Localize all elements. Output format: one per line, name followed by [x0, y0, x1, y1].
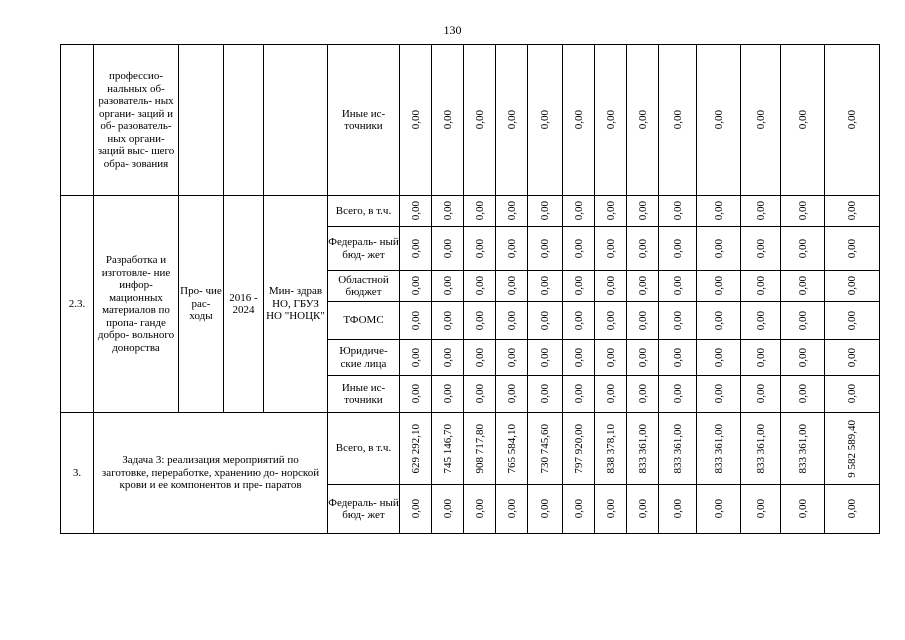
value-cell — [464, 376, 496, 413]
value-text: 0,00 — [712, 110, 725, 130]
row-number-cell — [61, 45, 94, 196]
value-text: 0,00 — [473, 499, 486, 519]
value-cell — [432, 271, 464, 302]
value-text: 0,00 — [505, 347, 518, 368]
expense-type-cell: Про- чие рас- ходы — [179, 196, 224, 413]
value-cell — [464, 413, 496, 485]
value-cell — [400, 340, 432, 376]
value-cell — [464, 271, 496, 302]
value-cell — [400, 271, 432, 302]
value-text: 0,00 — [505, 499, 518, 519]
value-text: 0,00 — [754, 276, 767, 296]
value-cell — [627, 376, 659, 413]
value-cell — [496, 271, 528, 302]
value-text: 0,00 — [409, 384, 422, 404]
value-cell — [595, 376, 627, 413]
value-cell — [825, 376, 880, 413]
value-text: 0,00 — [572, 347, 585, 368]
value-cell — [825, 485, 880, 534]
value-text: 0,00 — [846, 347, 858, 368]
value-cell — [563, 302, 595, 340]
value-cell — [464, 45, 496, 196]
value-text: 0,00 — [846, 310, 858, 331]
value-cell — [741, 271, 781, 302]
value-cell — [496, 45, 528, 196]
value-cell — [528, 376, 563, 413]
value-cell — [528, 271, 563, 302]
value-text: 0,00 — [754, 110, 767, 130]
value-text: 745 146,70 — [441, 423, 454, 474]
value-text: 765 584,10 — [505, 423, 518, 474]
value-cell — [400, 196, 432, 227]
value-text: 0,00 — [846, 110, 858, 130]
value-text: 0,00 — [572, 238, 585, 259]
value-text: 0,00 — [409, 110, 422, 130]
page-number: 130 — [443, 23, 462, 37]
value-text: 0,00 — [441, 201, 454, 221]
value-text: 0,00 — [604, 110, 617, 130]
value-cell — [659, 376, 697, 413]
value-cell — [464, 196, 496, 227]
measure-description-cell: Разработка и изготовле- ние инфор- мационных материалов по пропа- ганде добро- вольного донорства — [94, 196, 179, 413]
value-text: 0,00 — [441, 238, 454, 259]
value-text: 9 582 589,40 — [846, 419, 858, 478]
value-cell — [595, 485, 627, 534]
value-cell — [432, 376, 464, 413]
value-cell — [563, 413, 595, 485]
value-text: 0,00 — [796, 276, 809, 296]
value-text: 0,00 — [636, 201, 649, 221]
value-cell — [697, 196, 741, 227]
value-cell — [627, 413, 659, 485]
value-text: 0,00 — [712, 201, 725, 221]
value-cell — [825, 413, 880, 485]
value-cell — [659, 413, 697, 485]
value-cell — [697, 271, 741, 302]
value-text: 0,00 — [754, 310, 767, 331]
value-cell — [400, 413, 432, 485]
value-text: 0,00 — [505, 238, 518, 259]
value-text: 0,00 — [604, 276, 617, 296]
value-text: 0,00 — [796, 310, 809, 331]
value-text: 0,00 — [636, 310, 649, 331]
value-text: 0,00 — [572, 384, 585, 404]
value-text: 0,00 — [671, 499, 684, 519]
value-text: 0,00 — [409, 238, 422, 259]
value-text: 0,00 — [473, 276, 486, 296]
funding-source-cell: Юридиче- ские лица — [328, 340, 400, 376]
value-cell — [659, 196, 697, 227]
executor-cell — [264, 45, 328, 196]
value-text: 0,00 — [796, 110, 809, 130]
value-cell — [627, 340, 659, 376]
value-text: 0,00 — [473, 310, 486, 331]
value-text: 0,00 — [473, 238, 486, 259]
value-text: 0,00 — [539, 276, 551, 296]
value-text: 0,00 — [712, 276, 725, 296]
value-cell — [781, 302, 825, 340]
value-cell — [659, 340, 697, 376]
value-text: 0,00 — [754, 238, 767, 259]
funding-source-cell: Федераль- ный бюд- жет — [328, 227, 400, 271]
value-cell — [741, 45, 781, 196]
value-cell — [432, 45, 464, 196]
value-text: 0,00 — [671, 347, 684, 368]
value-text: 0,00 — [754, 499, 767, 519]
value-text: 0,00 — [539, 201, 551, 221]
value-cell — [627, 196, 659, 227]
value-cell — [659, 227, 697, 271]
value-text: 0,00 — [712, 347, 725, 368]
value-cell — [825, 302, 880, 340]
value-text: 0,00 — [409, 499, 422, 519]
funding-source-cell: ТФОМС — [328, 302, 400, 340]
value-text: 0,00 — [796, 499, 809, 519]
value-text: 0,00 — [572, 499, 585, 519]
value-cell — [563, 271, 595, 302]
value-text: 0,00 — [473, 201, 486, 221]
value-text: 0,00 — [409, 347, 422, 368]
value-text: 0,00 — [505, 310, 518, 331]
value-text: 0,00 — [712, 238, 725, 259]
value-text: 0,00 — [505, 110, 518, 130]
value-cell — [697, 227, 741, 271]
value-text: 0,00 — [572, 310, 585, 331]
value-cell — [496, 485, 528, 534]
value-cell — [432, 413, 464, 485]
value-cell — [659, 485, 697, 534]
value-text: 0,00 — [441, 276, 454, 296]
row-number-cell: 3. — [61, 413, 94, 534]
table-row — [61, 45, 880, 196]
value-text: 833 361,00 — [712, 423, 725, 474]
value-cell — [464, 227, 496, 271]
value-cell — [825, 271, 880, 302]
value-text: 0,00 — [604, 384, 617, 404]
value-text: 0,00 — [796, 238, 809, 259]
value-cell — [781, 413, 825, 485]
value-text: 0,00 — [846, 499, 858, 519]
value-cell — [528, 485, 563, 534]
value-text: 0,00 — [473, 384, 486, 404]
value-text: 0,00 — [409, 201, 422, 221]
value-text: 0,00 — [671, 238, 684, 259]
value-cell — [400, 227, 432, 271]
value-cell — [563, 485, 595, 534]
value-text: 0,00 — [712, 384, 725, 404]
value-cell — [432, 227, 464, 271]
value-cell — [741, 196, 781, 227]
value-cell — [563, 45, 595, 196]
value-cell — [464, 340, 496, 376]
value-text: 0,00 — [636, 276, 649, 296]
value-text: 0,00 — [441, 384, 454, 404]
value-text: 0,00 — [441, 110, 454, 130]
value-cell — [496, 196, 528, 227]
value-cell — [496, 376, 528, 413]
value-text: 0,00 — [754, 347, 767, 368]
value-cell — [697, 340, 741, 376]
value-cell — [659, 302, 697, 340]
period-cell: 2016 - 2024 — [224, 196, 264, 413]
value-text: 0,00 — [671, 110, 684, 130]
value-cell — [781, 227, 825, 271]
value-text: 0,00 — [671, 276, 684, 296]
value-cell — [825, 227, 880, 271]
value-cell — [627, 485, 659, 534]
value-text: 0,00 — [796, 201, 809, 221]
value-text: 0,00 — [572, 110, 585, 130]
value-cell — [659, 271, 697, 302]
funding-source-cell: Всего, в т.ч. — [328, 196, 400, 227]
value-text: 0,00 — [846, 276, 858, 296]
value-cell — [528, 413, 563, 485]
value-cell — [400, 485, 432, 534]
value-cell — [741, 413, 781, 485]
value-text: 833 361,00 — [796, 423, 809, 474]
value-text: 0,00 — [636, 110, 649, 130]
value-text: 0,00 — [572, 276, 585, 296]
value-text: 0,00 — [636, 347, 649, 368]
value-cell — [741, 485, 781, 534]
value-text: 0,00 — [572, 201, 585, 221]
value-cell — [595, 227, 627, 271]
value-text: 0,00 — [846, 238, 858, 259]
value-text: 0,00 — [505, 384, 518, 404]
value-cell — [627, 45, 659, 196]
funding-source-cell: Всего, в т.ч. — [328, 413, 400, 485]
value-text: 0,00 — [846, 201, 858, 221]
value-text: 629 292,10 — [409, 423, 422, 474]
value-text: 0,00 — [473, 347, 486, 368]
value-cell — [563, 376, 595, 413]
value-cell — [496, 413, 528, 485]
value-text: 0,00 — [604, 347, 617, 368]
value-cell — [528, 340, 563, 376]
task-description-cell: Задача 3: реализация мероприятий по заготовке, переработке, хранению до- норской крови и ее компонентов и пре- паратов — [94, 413, 328, 534]
value-text: 833 361,00 — [671, 423, 684, 474]
value-text: 0,00 — [539, 238, 551, 259]
value-cell — [400, 45, 432, 196]
value-cell — [563, 227, 595, 271]
value-cell — [741, 227, 781, 271]
value-cell — [781, 340, 825, 376]
value-text: 0,00 — [712, 310, 725, 331]
value-cell — [781, 45, 825, 196]
funding-source-cell: Иные ис- точники — [328, 45, 400, 196]
value-cell — [781, 485, 825, 534]
value-text: 0,00 — [441, 310, 454, 331]
value-text: 0,00 — [604, 310, 617, 331]
value-text: 908 717,80 — [473, 423, 486, 474]
value-text: 0,00 — [846, 384, 858, 404]
value-text: 0,00 — [754, 384, 767, 404]
value-text: 0,00 — [441, 499, 454, 519]
value-text: 0,00 — [539, 310, 551, 331]
value-cell — [627, 227, 659, 271]
value-cell — [627, 302, 659, 340]
value-cell — [595, 196, 627, 227]
value-cell — [432, 485, 464, 534]
executor-cell: Мин- здрав НО, ГБУЗ НО "НОЦК" — [264, 196, 328, 413]
value-cell — [741, 302, 781, 340]
value-cell — [781, 376, 825, 413]
period-cell — [224, 45, 264, 196]
value-cell — [595, 271, 627, 302]
value-text: 0,00 — [409, 310, 422, 331]
value-text: 0,00 — [441, 347, 454, 368]
value-text: 0,00 — [539, 499, 551, 519]
value-cell — [432, 340, 464, 376]
value-text: 833 361,00 — [636, 423, 649, 474]
value-cell — [400, 302, 432, 340]
value-cell — [563, 340, 595, 376]
value-text: 0,00 — [505, 276, 518, 296]
value-cell — [528, 196, 563, 227]
value-cell — [741, 340, 781, 376]
value-cell — [697, 485, 741, 534]
expense-type-cell — [179, 45, 224, 196]
value-cell — [697, 45, 741, 196]
value-cell — [432, 196, 464, 227]
table-row — [61, 413, 880, 485]
value-text: 0,00 — [671, 310, 684, 331]
value-text: 797 920,00 — [572, 423, 585, 474]
value-cell — [697, 302, 741, 340]
value-text: 0,00 — [712, 499, 725, 519]
value-cell — [595, 45, 627, 196]
value-cell — [432, 302, 464, 340]
funding-source-cell: Областной бюджет — [328, 271, 400, 302]
budget-table — [60, 44, 880, 534]
value-text: 0,00 — [671, 201, 684, 221]
value-text: 0,00 — [409, 276, 422, 296]
value-text: 838 378,10 — [604, 423, 617, 474]
value-text: 0,00 — [539, 110, 551, 130]
value-text: 730 745,60 — [539, 423, 551, 474]
value-cell — [563, 196, 595, 227]
value-cell — [697, 413, 741, 485]
value-text: 0,00 — [539, 384, 551, 404]
value-cell — [825, 196, 880, 227]
measure-description-cell: профессио- нальных об- разователь- ных органи- заций и об- разователь- ных органи- заций выс- шего обра- зования — [94, 45, 179, 196]
value-text: 0,00 — [604, 201, 617, 221]
value-text: 0,00 — [604, 238, 617, 259]
funding-source-cell: Федераль- ный бюд- жет — [328, 485, 400, 534]
value-cell — [595, 413, 627, 485]
value-cell — [741, 376, 781, 413]
value-cell — [697, 376, 741, 413]
value-cell — [464, 485, 496, 534]
value-cell — [496, 302, 528, 340]
value-cell — [659, 45, 697, 196]
value-text: 0,00 — [636, 499, 649, 519]
value-cell — [496, 227, 528, 271]
row-number-cell: 2.3. — [61, 196, 94, 413]
value-cell — [496, 340, 528, 376]
value-cell — [627, 271, 659, 302]
value-text: 0,00 — [796, 384, 809, 404]
value-text: 0,00 — [473, 110, 486, 130]
value-cell — [528, 302, 563, 340]
value-text: 0,00 — [604, 499, 617, 519]
value-cell — [825, 45, 880, 196]
value-text: 0,00 — [671, 384, 684, 404]
value-cell — [595, 340, 627, 376]
value-cell — [528, 45, 563, 196]
value-text: 0,00 — [636, 238, 649, 259]
value-cell — [781, 196, 825, 227]
value-cell — [781, 271, 825, 302]
value-cell — [825, 340, 880, 376]
value-cell — [528, 227, 563, 271]
value-cell — [464, 302, 496, 340]
value-text: 0,00 — [796, 347, 809, 368]
table-row — [61, 196, 880, 227]
value-cell — [595, 302, 627, 340]
value-text: 833 361,00 — [754, 423, 767, 474]
value-text: 0,00 — [505, 201, 518, 221]
value-text: 0,00 — [539, 347, 551, 368]
value-cell — [400, 376, 432, 413]
value-text: 0,00 — [636, 384, 649, 404]
funding-source-cell: Иные ис- точники — [328, 376, 400, 413]
value-text: 0,00 — [754, 201, 767, 221]
